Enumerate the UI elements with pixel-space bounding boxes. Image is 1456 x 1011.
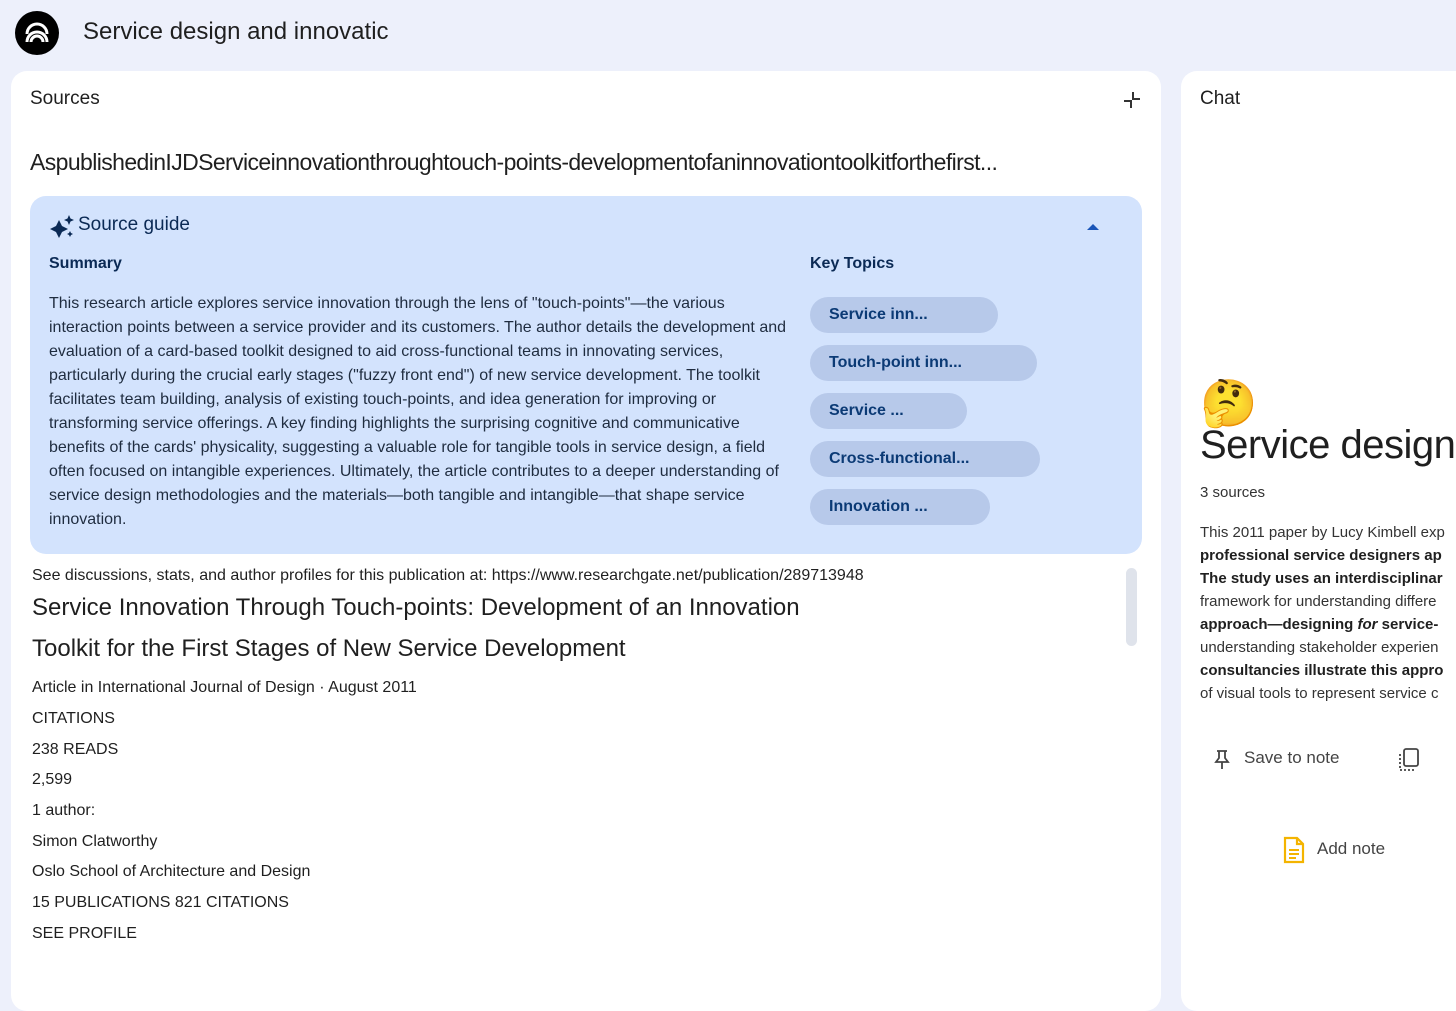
sparkle-icon: [50, 214, 76, 245]
collapse-icon[interactable]: [1121, 89, 1143, 111]
summary-text-segment: consultancies illustrate this appro: [1200, 662, 1444, 679]
save-to-note-label: Save to note: [1244, 748, 1340, 767]
doc-see-profile: SEE PROFILE: [32, 925, 137, 942]
source-guide-label: Source guide: [78, 214, 190, 235]
doc-citations-label: CITATIONS: [32, 710, 115, 727]
chat-panel: [1181, 71, 1456, 1011]
summary-text-segment: This 2011 paper by Lucy Kimbell exp: [1200, 524, 1445, 541]
doc-author-name: Simon Clatworthy: [32, 833, 158, 850]
summary-text: This research article explores service innovation through the lens of "touch-points"—the various interaction points between a service provider and its customers. The author details the development and evaluation of a card-based toolkit designed to aid cross-functional teams in innovating services, particularly during the crucial early stages ("fuzzy front end") of new service development. The toolkit facilitates team building, analysis of existing touch-points, and idea generation for improving or transforming service offerings. A key finding highlights the surprising cognitive and communicative benefits of the cards' physicality, suggesting a valuable role for tangible tools in service design, a field often focused on intangible experiences. Ultimately, the article contributes to a deeper understanding of service design methodologies and the materials—both tangible and intangible—that shape service innovation.: [49, 295, 787, 528]
doc-reads-line: 238 READS: [32, 741, 119, 758]
doc-article-info: Article in International Journal of Design · August 2011: [32, 679, 417, 696]
summary-line: [1200, 613, 1456, 636]
top-bar: [0, 0, 1456, 68]
source-count: 3 sources: [1200, 484, 1266, 501]
summary-text-segment: service-: [1377, 616, 1439, 633]
sources-panel: [11, 71, 1161, 1011]
summary-line: [1200, 636, 1456, 659]
thinking-emoji-icon: 🤔: [1200, 377, 1258, 429]
doc-heading-line-2: Toolkit for the First Stages of New Service Development: [32, 635, 626, 662]
summary-text-segment: The study uses an interdisciplinar: [1200, 570, 1443, 587]
chevron-up-icon[interactable]: [1087, 218, 1099, 236]
summary-line: [1200, 567, 1456, 590]
summary-text-segment: framework for understanding differe: [1200, 593, 1437, 610]
doc-authors-label: 1 author:: [32, 802, 96, 819]
source-guide: [30, 196, 1142, 554]
doc-reads-value: 2,599: [32, 771, 73, 788]
topic-chip[interactable]: Service ...: [810, 393, 967, 429]
summary-heading: Summary: [49, 255, 122, 272]
sources-panel-header: Sources: [30, 88, 100, 109]
doc-researchgate-line: See discussions, stats, and author profiles for this publication at: https://www.researchgate.net/publication/289713948: [32, 567, 864, 584]
topic-chip[interactable]: Cross-functional...: [810, 441, 1040, 477]
notebook-summary: [1200, 521, 1456, 705]
copy-icon[interactable]: [1397, 747, 1421, 778]
notebook-title[interactable]: Service design and innovatic: [83, 18, 389, 45]
doc-heading-line-1: Service Innovation Through Touch-points: Development of an Innovation: [32, 594, 800, 621]
add-note-label: Add note: [1317, 839, 1386, 858]
summary-text-segment: professional service designers ap: [1200, 547, 1442, 564]
app-logo-icon[interactable]: [15, 11, 59, 55]
summary-line: [1200, 682, 1456, 705]
note-icon: [1282, 836, 1306, 869]
topic-chip[interactable]: Touch-point inn...: [810, 345, 1037, 381]
pin-icon: [1212, 749, 1232, 776]
chat-panel-header: Chat: [1200, 88, 1241, 109]
doc-author-stats: 15 PUBLICATIONS 821 CITATIONS: [32, 894, 289, 911]
summary-line: [1200, 544, 1456, 567]
summary-line: [1200, 659, 1456, 682]
summary-line: [1200, 521, 1456, 544]
chat-notebook-title: Service design: [1200, 423, 1456, 467]
topic-chip[interactable]: Service inn...: [810, 297, 998, 333]
doc-author-affiliation: Oslo School of Architecture and Design: [32, 863, 311, 880]
summary-text-segment: of visual tools to represent service c: [1200, 685, 1439, 702]
summary-line: [1200, 590, 1456, 613]
document-scrollbar[interactable]: [1126, 568, 1137, 646]
summary-text-segment: for: [1357, 616, 1378, 633]
source-title: AspublishedinIJDServiceinnovationthroughtouch-points-developmentofaninnovationtoolkitforthefirst...: [30, 149, 998, 175]
summary-text-segment: approach—designing: [1200, 616, 1358, 633]
key-topics-heading: Key Topics: [810, 255, 895, 272]
topic-chip[interactable]: Innovation ...: [810, 489, 990, 525]
summary-text-segment: understanding stakeholder experien: [1200, 639, 1439, 656]
